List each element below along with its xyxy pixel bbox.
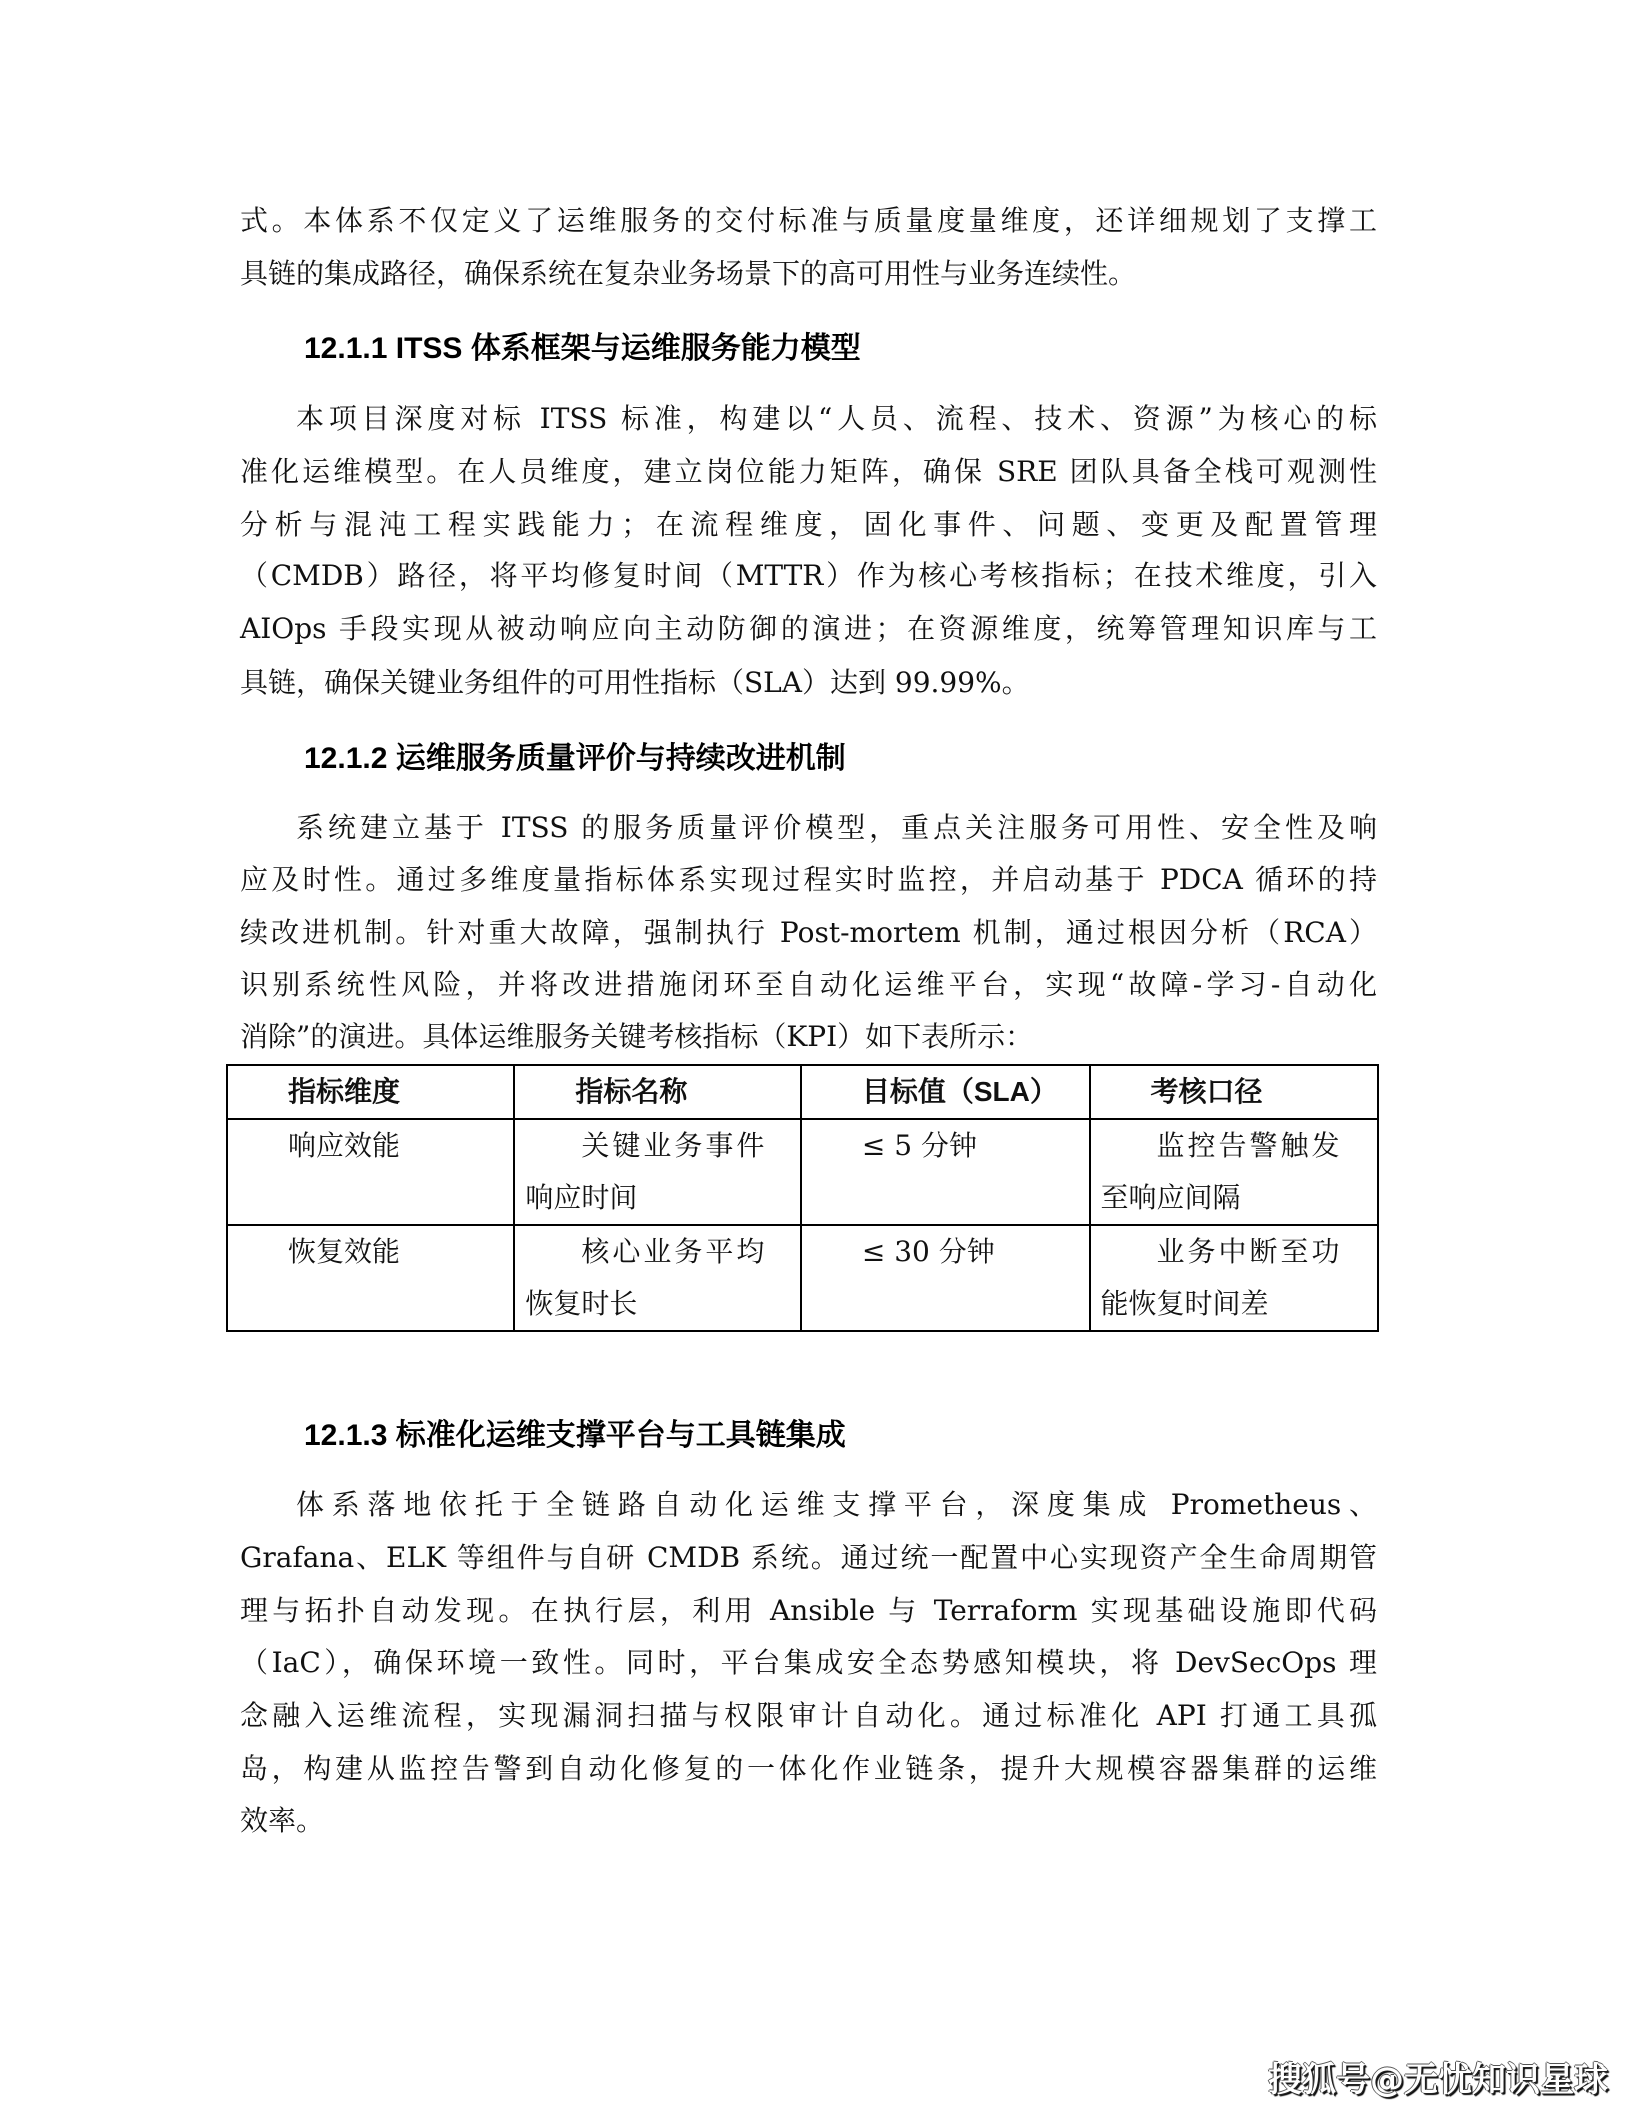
section-heading-12-1-2: 12.1.2 运维服务质量评价与持续改进机制 — [304, 742, 846, 775]
header-dimension: 指标维度 — [227, 1065, 514, 1119]
header-criteria: 考核口径 — [1090, 1065, 1378, 1119]
table-header-row — [227, 1065, 1378, 1119]
header-name: 指标名称 — [514, 1065, 800, 1119]
table-row — [227, 1119, 1378, 1225]
cell-name-line-2: 恢复时长 — [525, 1287, 638, 1320]
section-3-line-5: 念融入运维流程，实现漏洞扫描与权限审计自动化。通过标准化 API 打通工具孤 — [240, 1699, 1377, 1732]
cell-criteria — [1090, 1225, 1378, 1331]
section-1-line-2: 准化运维模型。在人员维度，建立岗位能力矩阵，确保 SRE 团队具备全栈可观测性 — [240, 455, 1377, 488]
table-row — [227, 1225, 1378, 1331]
cell-name-line-2: 响应时间 — [525, 1181, 638, 1214]
section-1-line-4: （CMDB）路径，将平均修复时间（MTTR）作为核心考核指标；在技术维度，引入 — [240, 559, 1377, 592]
section-3-line-4: （IaC），确保环境一致性。同时，平台集成安全态势感知模块，将 DevSecOps 理 — [240, 1646, 1377, 1679]
cell-dimension: 恢复效能 — [227, 1225, 514, 1331]
section-3-line-2: Grafana、ELK 等组件与自研 CMDB 系统。通过统一配置中心实现资产全生命周期管 — [240, 1541, 1377, 1574]
section-1-line-3: 分析与混沌工程实践能力；在流程维度，固化事件、问题、变更及配置管理 — [240, 508, 1377, 541]
cell-name-line-1: 关键业务事件 — [581, 1129, 768, 1162]
section-1-line-6: 具链，确保关键业务组件的可用性指标（SLA）达到 99.99%。 — [240, 666, 1030, 699]
section-3-line-7: 效率。 — [240, 1804, 325, 1837]
cell-criteria-line-2: 能恢复时间差 — [1100, 1287, 1269, 1320]
cell-target: ≤ 30 分钟 — [801, 1225, 1090, 1331]
header-target: 目标值（SLA） — [801, 1065, 1090, 1119]
section-heading-12-1-3: 12.1.3 标准化运维支撑平台与工具链集成 — [304, 1419, 846, 1452]
cell-dimension: 响应效能 — [227, 1119, 514, 1225]
section-2-line-4: 识别系统性风险，并将改进措施闭环至自动化运维平台，实现“故障-学习-自动化 — [240, 968, 1377, 1001]
section-3-line-6: 岛，构建从监控告警到自动化修复的一体化作业链条，提升大规模容器集群的运维 — [240, 1752, 1377, 1785]
cell-criteria-line-1: 监控告警触发 — [1156, 1129, 1343, 1162]
section-2-line-1: 系统建立基于 ITSS 的服务质量评价模型，重点关注服务可用性、安全性及响 — [296, 811, 1377, 844]
cell-name — [514, 1225, 800, 1331]
cell-name-line-1: 核心业务平均 — [581, 1235, 768, 1268]
section-2-line-5: 消除”的演进。具体运维服务关键考核指标（KPI）如下表所示： — [240, 1020, 1034, 1053]
cell-criteria — [1090, 1119, 1378, 1225]
section-heading-12-1-1: 12.1.1 ITSS 体系框架与运维服务能力模型 — [304, 332, 861, 365]
section-1-line-5: AIOps 手段实现从被动响应向主动防御的演进；在资源维度，统筹管理知识库与工 — [240, 612, 1377, 645]
watermark: 搜狐号@无忧知识星球 — [1268, 2060, 1608, 2100]
cell-name — [514, 1119, 800, 1225]
kpi-table — [226, 1064, 1379, 1332]
section-3-line-3: 理与拓扑自动发现。在执行层，利用 Ansible 与 Terraform 实现基础设施即代码 — [240, 1594, 1377, 1627]
intro-line-2: 具链的集成路径，确保系统在复杂业务场景下的高可用性与业务连续性。 — [240, 257, 1137, 290]
intro-line-1: 式。本体系不仅定义了运维服务的交付标准与质量度量维度，还详细规划了支撑工 — [240, 204, 1377, 237]
section-1-line-1: 本项目深度对标 ITSS 标准，构建以“人员、流程、技术、资源”为核心的标 — [296, 402, 1377, 435]
section-3-line-1: 体系落地依托于全链路自动化运维支撑平台，深度集成 Prometheus、 — [296, 1488, 1377, 1521]
section-2-line-3: 续改进机制。针对重大故障，强制执行 Post-mortem 机制，通过根因分析（RCA） — [240, 916, 1377, 949]
cell-criteria-line-2: 至响应间隔 — [1100, 1181, 1241, 1214]
cell-target: ≤ 5 分钟 — [801, 1119, 1090, 1225]
section-2-line-2: 应及时性。通过多维度量指标体系实现过程实时监控，并启动基于 PDCA 循环的持 — [240, 863, 1377, 896]
cell-criteria-line-1: 业务中断至功 — [1156, 1235, 1343, 1268]
